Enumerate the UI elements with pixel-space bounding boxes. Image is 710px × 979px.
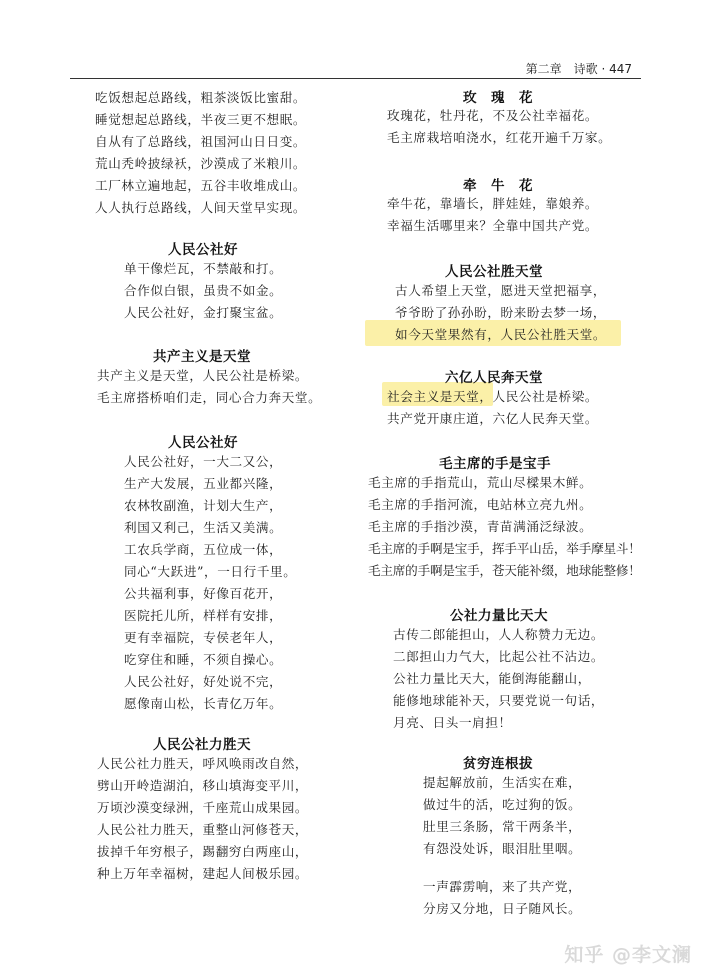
poem-line: 肚里三条肠，常干两条半， xyxy=(423,819,582,834)
poem-line: 有怨没处诉，眼泪肚里咽。 xyxy=(423,841,582,856)
poem-line: 牵牛花，靠墙长，胖娃娃，靠娘养。 xyxy=(387,196,599,211)
poem-line: 古传二郎能担山，人人称赞力无边。 xyxy=(393,627,605,642)
poem-title: 公社力量比天大 xyxy=(450,608,548,624)
poem-title: 人民公社胜天堂 xyxy=(445,264,543,280)
poem-line-highlighted: 如今天堂果然有，人民公社胜天堂。 xyxy=(395,327,607,342)
poem-line: 毛主席的手啊是宝手，苍天能补缀，地球能整修！ xyxy=(368,563,641,578)
poem-title: 六亿人民奔天堂 xyxy=(445,370,543,386)
poem-line: 自从有了总路线，祖国河山日日变。 xyxy=(95,134,307,149)
poem-title: 牵 牛 花 xyxy=(463,178,533,194)
poem-line: 做过牛的活，吃过狗的饭。 xyxy=(423,797,582,812)
poem-title: 人民公社好 xyxy=(168,242,238,258)
poem-line: 毛主席的手指河流，电站林立亮九州。 xyxy=(368,497,593,512)
poem-line: 共产主义是天堂，人民公社是桥梁。 xyxy=(97,368,309,383)
poem-line: 人人执行总路线，人间天堂早实现。 xyxy=(95,200,307,215)
poem-line: 毛主席的手指荒山，荒山尽樑果木鲜。 xyxy=(368,475,593,490)
running-header: 第二章 诗歌 · 447 xyxy=(525,62,632,76)
poem-line-highlighted: 社会主义是天堂，人民公社是桥梁。 xyxy=(387,389,599,404)
poem-line: 同心“大跃进”，一日行千里。 xyxy=(124,564,297,579)
poem-line: 医院托儿所，样样有安排， xyxy=(124,608,283,623)
poem-line: 人民公社好，金打聚宝盆。 xyxy=(124,305,283,320)
poem-line: 睡觉想起总路线，半夜三更不想眠。 xyxy=(95,112,307,127)
poem-title: 毛主席的手是宝手 xyxy=(439,456,551,472)
poem-line: 万顷沙漠变绿洲，千座荒山成果园。 xyxy=(97,800,309,815)
poem-line: 种上万年幸福树，建起人间极乐园。 xyxy=(97,866,309,881)
poem-line: 能修地球能补天，只要党说一句话， xyxy=(393,693,605,708)
poem-line: 工农兵学商，五位成一体， xyxy=(124,542,283,557)
poem-line: 农林牧副渔，计划大生产， xyxy=(124,498,283,513)
poem-line: 更有幸福院，专侯老年人， xyxy=(124,630,283,645)
poem-line: 人民公社好，好处说不完， xyxy=(124,674,283,689)
poem-title: 玫 瑰 花 xyxy=(463,90,533,106)
poem-line: 二郎担山力气大，比起公社不沾边。 xyxy=(393,649,605,664)
poem-line: 提起解放前，生活实在难， xyxy=(423,775,582,790)
poem-line: 生产大发展，五业都兴隆， xyxy=(124,476,283,491)
watermark: 知乎 @李文澜 xyxy=(564,944,692,966)
poem-title: 贫穷连根拔 xyxy=(463,756,533,772)
poem-line: 单干像烂瓦，不禁敲和打。 xyxy=(124,261,283,276)
poem-line: 古人希望上天堂，愿进天堂把福享， xyxy=(395,283,607,298)
poem-line: 人民公社力胜天，呼风唤雨改自然， xyxy=(97,756,309,771)
poem-line: 公社力量比天大，能倒海能翻山， xyxy=(393,671,591,686)
poem-title: 人民公社力胜天 xyxy=(153,737,251,753)
poem-line: 人民公社好，一大二又公， xyxy=(124,454,283,469)
header-rule xyxy=(70,78,641,79)
poem-line: 合作似白银，虽贵不如金。 xyxy=(124,283,283,298)
poem-line: 毛主席的手啊是宝手，挥手平山岳，举手摩星斗！ xyxy=(368,541,641,556)
poem-line: 拔掉千年穷根子，踢翻穷白两座山， xyxy=(97,844,309,859)
poem-line: 人民公社力胜天，重整山河修苍天， xyxy=(97,822,309,837)
poem-line: 公共福利事，好像百花开， xyxy=(124,586,283,601)
poem-line: 幸福生活哪里来？全靠中国共产党。 xyxy=(387,218,599,233)
poem-line: 毛主席搭桥咱们走，同心合力奔天堂。 xyxy=(97,390,322,405)
poem-line: 玫瑰花，牡丹花，不及公社幸福花。 xyxy=(387,108,599,123)
poem-line: 毛主席的手指沙漠，青苗满涌泛绿波。 xyxy=(368,519,593,534)
poem-line: 利国又利己，生活又美满。 xyxy=(124,520,283,535)
poem-line: 愿像南山松，长青亿万年。 xyxy=(124,696,283,711)
poem-line: 工厂林立遍地起，五谷丰收堆成山。 xyxy=(95,178,307,193)
poem-line: 一声霹雳响，来了共产党， xyxy=(423,879,582,894)
poem-line: 共产党开康庄道，六亿人民奔天堂。 xyxy=(387,411,599,426)
poem-line: 分房又分地，日子随风长。 xyxy=(423,901,582,916)
poem-line: 毛主席栽培咱浇水，红花开遍千万家。 xyxy=(387,130,612,145)
poem-line: 爷爷盼了孙孙盼，盼来盼去梦一场， xyxy=(395,305,607,320)
poem-line: 吃穿住和睡，不须自操心。 xyxy=(124,652,283,667)
poem-title: 人民公社好 xyxy=(168,435,238,451)
poem-line: 吃饭想起总路线，粗茶淡饭比蜜甜。 xyxy=(95,90,307,105)
poem-line: 月亮、日头一肩担！ xyxy=(393,715,512,730)
poem-title: 共产主义是天堂 xyxy=(153,349,251,365)
poem-line: 荒山秃岭披绿袄，沙漠成了米粮川。 xyxy=(95,156,307,171)
poem-line: 劈山开岭造湖泊，移山填海变平川， xyxy=(97,778,309,793)
